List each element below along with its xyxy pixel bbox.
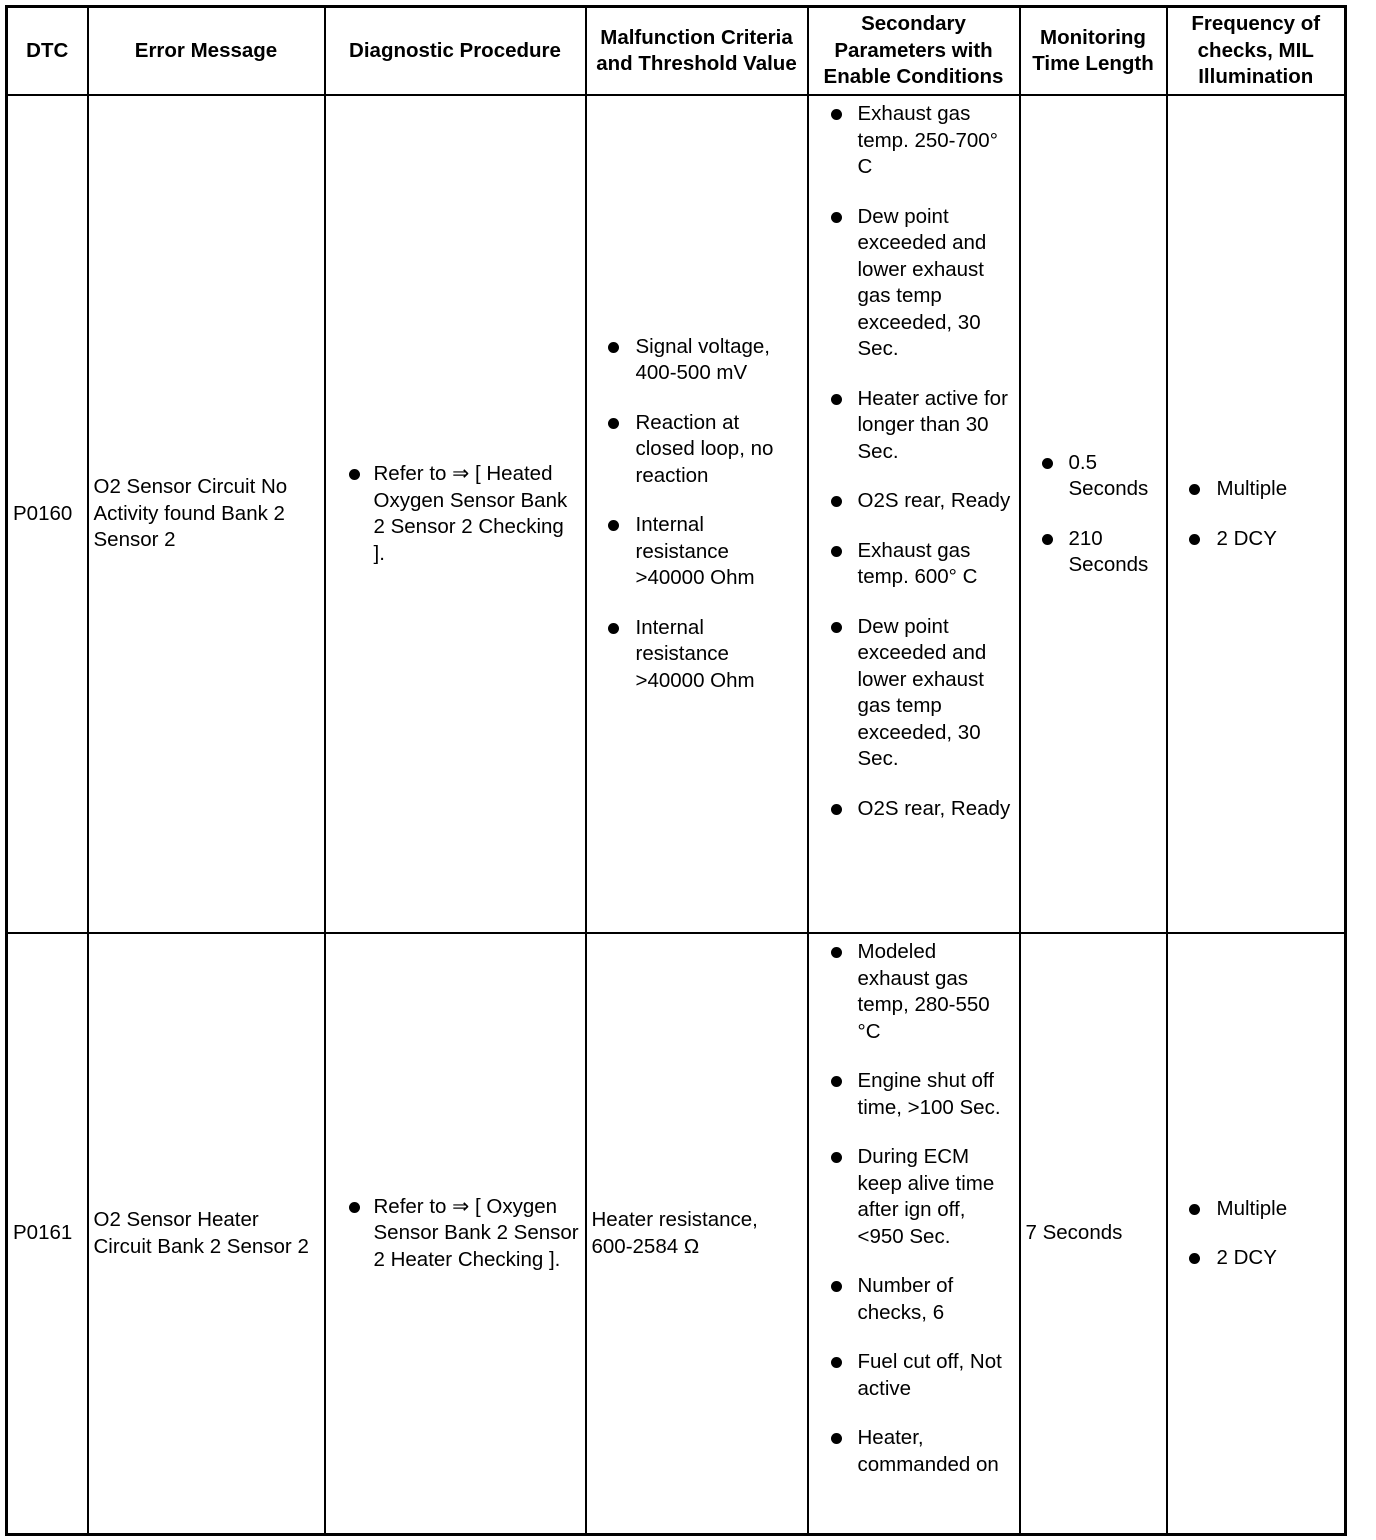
header-error-message: Error Message — [88, 7, 325, 96]
dtc-code: P0161 — [7, 933, 88, 1535]
procedure-item: Refer to ⇒ [ Heated Oxygen Sensor Bank 2 Sensor 2 Checking ]. — [331, 461, 580, 567]
secondary-parameters-cell — [808, 933, 1020, 1535]
secondary-item: Heater active for longer than 30 Sec. — [814, 386, 1014, 466]
procedure-item: Refer to ⇒ [ Oxygen Sensor Bank 2 Sensor 2 Heater Checking ]. — [331, 1194, 580, 1274]
criteria-item: Internal resistance >40000 Ohm — [592, 512, 802, 592]
criteria-item: Internal resistance >40000 Ohm — [592, 615, 802, 695]
header-malfunction-criteria: Malfunction Criteria and Threshold Value — [586, 7, 808, 96]
secondary-item: Exhaust gas temp. 600° C — [814, 538, 1014, 591]
frequency-cell — [1167, 95, 1346, 933]
malfunction-criteria-cell — [586, 95, 808, 933]
header-dtc: DTC — [7, 7, 88, 96]
frequency-item: 2 DCY — [1173, 1245, 1340, 1272]
diagnostic-procedure-cell — [325, 95, 586, 933]
dtc-table — [5, 5, 1347, 1536]
secondary-parameters-cell — [808, 95, 1020, 933]
secondary-item: During ECM keep alive time after ign off, <950 Sec. — [814, 1144, 1014, 1250]
criteria-item: Signal voltage, 400-500 mV — [592, 334, 802, 387]
secondary-item: Number of checks, 6 — [814, 1273, 1014, 1326]
secondary-item: Heater, commanded on — [814, 1425, 1014, 1478]
table-row — [7, 95, 1346, 933]
error-message: O2 Sensor Heater Circuit Bank 2 Sensor 2 — [88, 933, 325, 1535]
frequency-cell — [1167, 933, 1346, 1535]
header-row — [7, 7, 1346, 96]
secondary-item: Dew point exceeded and lower exhaust gas temp exceeded, 30 Sec. — [814, 204, 1014, 363]
secondary-item: Dew point exceeded and lower exhaust gas temp exceeded, 30 Sec. — [814, 614, 1014, 773]
secondary-item: Modeled exhaust gas temp, 280-550 °C — [814, 939, 1014, 1045]
frequency-item: Multiple — [1173, 1196, 1340, 1223]
secondary-item: Fuel cut off, Not active — [814, 1349, 1014, 1402]
error-message: O2 Sensor Circuit No Activity found Bank 2 Sensor 2 — [88, 95, 325, 933]
header-secondary-parameters: Secondary Parameters with Enable Conditions — [808, 7, 1020, 96]
secondary-item: O2S rear, Ready — [814, 488, 1014, 515]
secondary-item: Engine shut off time, >100 Sec. — [814, 1068, 1014, 1121]
header-monitoring-time: Monitoring Time Length — [1020, 7, 1167, 96]
diagnostic-procedure-cell — [325, 933, 586, 1535]
header-frequency: Frequency of checks, MIL Illumination — [1167, 7, 1346, 96]
monitoring-item: 210 Seconds — [1026, 526, 1161, 579]
frequency-item: Multiple — [1173, 476, 1340, 503]
malfunction-criteria-cell: Heater resistance, 600-2584 Ω — [586, 933, 808, 1535]
frequency-item: 2 DCY — [1173, 526, 1340, 553]
monitoring-time-cell — [1020, 95, 1167, 933]
header-diagnostic-procedure: Diagnostic Procedure — [325, 7, 586, 96]
secondary-item: Exhaust gas temp. 250-700° C — [814, 101, 1014, 181]
dtc-code: P0160 — [7, 95, 88, 933]
criteria-item: Reaction at closed loop, no reaction — [592, 410, 802, 490]
monitoring-time-cell: 7 Seconds — [1020, 933, 1167, 1535]
monitoring-item: 0.5 Seconds — [1026, 450, 1161, 503]
table-row — [7, 933, 1346, 1535]
secondary-item: O2S rear, Ready — [814, 796, 1014, 823]
